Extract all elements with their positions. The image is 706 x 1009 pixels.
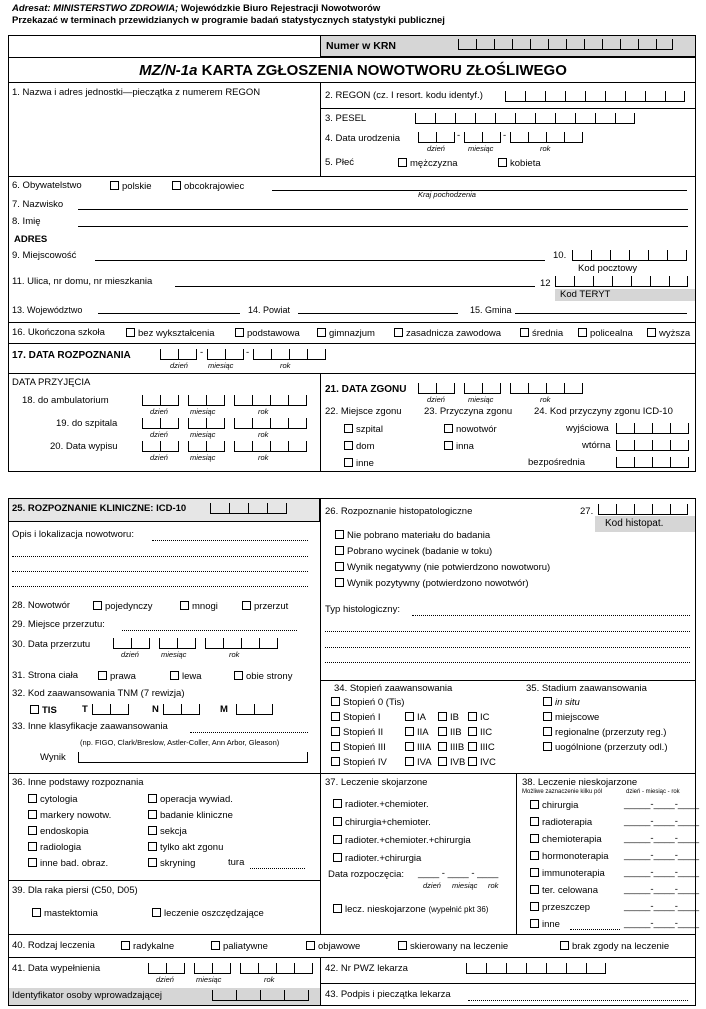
basis-imaging[interactable]: inne bad. obraz. bbox=[28, 858, 108, 870]
admission-heading: DATA PRZYJĘCIA bbox=[12, 377, 91, 388]
field-28-label: 28. Nowotwór bbox=[12, 600, 71, 611]
school-secondary[interactable]: średnia bbox=[520, 328, 563, 340]
stage-2[interactable]: Stopień II bbox=[331, 727, 383, 739]
month-caption: miesiąc bbox=[452, 881, 478, 890]
solo-immuno[interactable]: immunoterapia bbox=[530, 868, 605, 880]
field-8-label: 8. Imię bbox=[12, 216, 41, 227]
field-10-label: 10. bbox=[553, 250, 567, 261]
day-caption: dzień bbox=[427, 144, 445, 153]
screening-round-label: tura bbox=[228, 857, 245, 868]
stage-1[interactable]: Stopień I bbox=[331, 712, 381, 724]
combo-surg-ct[interactable]: chirurgia+chemioter. bbox=[333, 817, 431, 829]
birth-month[interactable] bbox=[464, 133, 501, 143]
field-43-label: 43. Podpis i pieczątka lekarza bbox=[325, 989, 451, 1000]
histo-cells[interactable] bbox=[598, 505, 688, 515]
stage-iva[interactable]: IVA bbox=[405, 757, 432, 769]
diag-month[interactable] bbox=[207, 350, 244, 360]
tnm-m-cells[interactable] bbox=[236, 705, 273, 715]
hosp-year[interactable] bbox=[234, 419, 307, 429]
month-caption: miesiąc bbox=[196, 975, 222, 984]
code-direct-cells[interactable] bbox=[616, 458, 689, 468]
regon-cells[interactable] bbox=[505, 92, 685, 102]
tnm-m-label: M bbox=[220, 704, 228, 715]
stage-0[interactable]: Stopień 0 (Tis) bbox=[331, 697, 404, 709]
school-primary[interactable]: podstawowa bbox=[235, 328, 300, 340]
year-caption: rok bbox=[258, 430, 269, 439]
combo-rt-ct-surg[interactable]: radioter.+chemioter.+chirurgia bbox=[333, 835, 471, 847]
stage-iiic[interactable]: IIIC bbox=[468, 742, 495, 754]
month-caption: miesiąc bbox=[161, 650, 187, 659]
krn-cells[interactable] bbox=[458, 40, 673, 50]
sex-male[interactable]: mężczyzna bbox=[398, 158, 458, 170]
school-none[interactable]: bez wykształcenia bbox=[126, 328, 215, 340]
field-11-label: 11. Ulica, nr domu, nr mieszkania bbox=[12, 276, 153, 287]
field-2-label: 2. REGON (cz. I resort. kodu identyf.) bbox=[325, 90, 483, 101]
day-caption: dzień bbox=[150, 430, 168, 439]
tnm-tis[interactable]: TIS bbox=[30, 705, 57, 717]
year-caption: rok bbox=[258, 407, 269, 416]
address-heading: ADRES bbox=[14, 234, 48, 245]
year-caption: rok bbox=[264, 975, 275, 984]
date-columns-note: dzień - miesiąc - rok bbox=[626, 789, 680, 795]
ident-label: Identyfikator osoby wprowadzającej bbox=[12, 990, 162, 1001]
field-9-label: 9. Miejscowość bbox=[12, 250, 77, 261]
day-caption: dzień bbox=[156, 975, 174, 984]
field-17-label: 17. DATA ROZPOZNANIA bbox=[12, 350, 131, 361]
country-caption: Kraj pochodzenia bbox=[418, 190, 476, 199]
field-35-label: 35. Stadium zaawansowania bbox=[526, 683, 647, 694]
year-caption: rok bbox=[540, 144, 551, 153]
fill-year[interactable] bbox=[240, 964, 313, 974]
citizenship-polish[interactable]: polskie bbox=[110, 181, 152, 193]
basis-surgery[interactable]: operacja wywiad. bbox=[148, 794, 233, 806]
basis-radiology[interactable]: radiologia bbox=[28, 842, 81, 854]
commune-cells[interactable] bbox=[515, 304, 687, 314]
solo-hormone[interactable]: hormonoterapia bbox=[530, 851, 609, 863]
basis-markers[interactable]: markery nowotw. bbox=[28, 810, 111, 822]
tnm-n-label: N bbox=[152, 704, 159, 715]
solo-targeted[interactable]: ter. celowana bbox=[530, 885, 598, 897]
side-left[interactable]: lewa bbox=[170, 671, 202, 683]
stage-ia[interactable]: IA bbox=[405, 712, 426, 724]
school-postsecondary[interactable]: policealna bbox=[578, 328, 633, 340]
deliver-line: Przekazać w terminach przewidzianych w programie badań statystycznych statystyki publicznej bbox=[12, 15, 445, 26]
sex-female[interactable]: kobieta bbox=[498, 158, 541, 170]
histo-negative[interactable]: Wynik negatywny (nie potwierdzono nowotworu) bbox=[335, 562, 550, 574]
day-caption: dzień bbox=[121, 650, 139, 659]
solo-date-5[interactable]: _____-____-____ bbox=[624, 867, 700, 878]
diag-day[interactable] bbox=[160, 350, 197, 360]
classification-note: (np. FIGO, Clark/Breslow, Astler-Coller, Ann Arbor, Gleason) bbox=[80, 738, 280, 747]
field-1-label: 1. Nazwa i adres jednostki—pieczątka z numerem REGON bbox=[12, 87, 261, 98]
basis-cytology[interactable]: cytologia bbox=[28, 794, 78, 806]
month-caption: miesiąc bbox=[190, 453, 216, 462]
field-12-label: 12 bbox=[540, 278, 551, 289]
field-13-label: 13. Województwo bbox=[12, 305, 83, 315]
histo-caption: Kod histopat. bbox=[605, 518, 664, 529]
hosp-month[interactable] bbox=[188, 419, 225, 429]
field-20-label: 20. Data wypisu bbox=[50, 441, 118, 452]
disch-month[interactable] bbox=[188, 442, 225, 452]
death-cause-cancer[interactable]: nowotwór bbox=[444, 424, 497, 436]
death-cause-other[interactable]: inna bbox=[444, 441, 474, 453]
meta-month[interactable] bbox=[159, 639, 196, 649]
tumor-single[interactable]: pojedynczy bbox=[93, 601, 153, 613]
tumor-multiple[interactable]: mnogi bbox=[180, 601, 218, 613]
field-32-label: 32. Kod zaawansowania TNM (7 rewizja) bbox=[12, 688, 185, 699]
field-33-label: 33. Inne klasyfikacje zaawansowania bbox=[12, 721, 168, 732]
day-caption: dzień bbox=[150, 407, 168, 416]
disch-day[interactable] bbox=[142, 442, 179, 452]
teryt-cells[interactable] bbox=[555, 277, 688, 287]
fill-month[interactable] bbox=[194, 964, 231, 974]
stage-ivb[interactable]: IVB bbox=[438, 757, 465, 769]
stage-iiia[interactable]: IIIA bbox=[405, 742, 431, 754]
form-page: Adresat: MINISTERSTWO ZDROWIA; Wojewódzkie Biuro Rejestracji Nowotworów Przekazać w terminach przewidzianych w programie badań statystycznych statystyki publicznej Numer w KRN MZ/N-1a KARTA ZGŁOSZENIA NOWOTWORU ZŁOŚLIWEGO 1. Nazwa i adres jednostki—pieczątka z numerem REGON 2. REGON (cz. I resort. kodu identyf.) 3. PESEL 4. Data urodzenia - - dzień miesiąc rok 5. Płeć mężczyzna kobieta 6. Obywatelstwo polskie obcokrajowiec Kraj pochodzenia 7. Nazwisko 8. Imię ADRES 9. Miejscowość 10. Kod pocztowy 11. Ulica, nr domu, nr mieszkania 12 Kod TERYT 13. Województwo 14. Powiat 15. Gmina 16. Ukończona szkoła bez wykształcenia podstawowa gimnazjum zasadnicza zawodowa średnia policealna wyższa 17. DATA ROZPOZNANIA - - dzień miesiąc rok DATA PRZYJĘCIA 18. do ambulatorium 19. do szpitala 20. Data wypisu dzień miesiąc rok dzień miesiąc rok dzień miesiąc rok 21. DATA ZGONU dzień miesiąc rok 22. Miejsce zgonu 23. Przyczyna zgonu 24. Kod przyczyny zgonu ICD-10 szpital dom inne nowotwór inna wyjściowa wtórna bezpośrednia 25. ROZPOZNANIE KLINICZNE: ICD-10 Opis i lokalizacja nowotworu: 26. Rozpoznanie histopatologiczne 27. Kod histopat. Nie pobrano materiału do badania Pobrano wycinek (badanie w toku) Wynik negatywny (nie potwierdzono nowotworu) Wynik pozytywny (potwierdzono nowotwór) Typ histologiczny: 28. Nowotwór pojedynczy mnogi przerzut 29. Miejsce przerzutu: 30. Data przerzutu dzień miesiąc rok 31. Strona ciała prawa lewa obie strony 32. Kod zaawansowania TNM (7 rewizja) TIS T N M 33. Inne klasyfikacje zaawansowania (np. FIGO, Clark/Breslow, Astler-Coller, Ann Arbor, Gleason) Wynik 34. Stopień zaawansowania 35. Stadium zaawansowania Stopień 0 (Tis) Stopień I Stopień II Stopień III Stopień IV IA IB IC IIA IIB IIC IIIA IIIB IIIC IVA IVB IVC in situ miejscowe regionalne (przerzuty reg.) uogólnione (przerzuty odl.) 36. Inne podstawy rozpoznania cytologia markery nowotw. endoskopia radiologia inne bad. obraz. operacja wywiad. badanie kliniczne sekcja tylko akt zgonu skryning tura 39. Dla raka piersi (C50, D05) mastektomia leczenie oszczędzające 37. Leczenie skojarzone radioter.+chemioter. chirurgia+chemioter. radioter.+chemioter.+chirurgia radioter.+chirurgia Data rozpoczęcia: ____ - ____ - ____ dzień miesiąc rok lecz. nieskojarzone (wypełnić pkt 36) 38. Leczenie nieskojarzone Możliwe zaznaczenie kilku pól dzień - miesiąc - rok chirurgia radioterapia chemioterapia hormonoterapia immunoterapia ter. celowana przeszczep inne _____-____-____ _____-____-____ _____-____-____ _____-____-____ _____-____-____ _____-____-____ _____-____-____ _____-____-____ 40. Rodzaj leczenia radykalne paliatywne objawowe skierowany na leczenie brak zgody na leczenie 41. Data wypełnienia dzień miesiąc rok Identyfikator osoby wprowadzającej 42. Nr PWZ lekarza 43. Podpis i pieczątka lekarza bbox=[0, 0, 706, 1009]
field-7-label: 7. Nazwisko bbox=[12, 199, 64, 210]
street-cells[interactable] bbox=[175, 277, 535, 287]
field-16-label: 16. Ukończona szkoła bbox=[12, 327, 105, 338]
day-caption: dzień bbox=[427, 395, 445, 404]
stage-iib[interactable]: IIB bbox=[438, 727, 462, 739]
year-caption: rok bbox=[280, 361, 291, 370]
solo-date-6[interactable]: _____-____-____ bbox=[624, 884, 700, 895]
field-38-label: 38. Leczenie nieskojarzone bbox=[522, 777, 638, 788]
death-month[interactable] bbox=[464, 384, 501, 394]
address-line: Adresat: MINISTERSTWO ZDROWIA; Wojewódzkie Biuro Rejestracji Nowotworów bbox=[12, 3, 381, 14]
combo-rt-surg[interactable]: radioter.+chirurgia bbox=[333, 853, 421, 865]
field-19-label: 19. do szpitala bbox=[56, 418, 118, 429]
field-14-label: 14. Powiat bbox=[248, 305, 291, 315]
solo-transplant[interactable]: przeszczep bbox=[530, 902, 590, 914]
stage-ib[interactable]: IB bbox=[438, 712, 459, 724]
solo-chemotherapy[interactable]: chemioterapia bbox=[530, 834, 602, 846]
field-31-label: 31. Strona ciała bbox=[12, 670, 79, 681]
side-both[interactable]: obie strony bbox=[234, 671, 292, 683]
death-year[interactable] bbox=[510, 384, 583, 394]
field-4-label: 4. Data urodzenia bbox=[325, 133, 400, 144]
solo-date-1[interactable]: _____-____-____ bbox=[624, 799, 700, 810]
solo-date-7[interactable]: _____-____-____ bbox=[624, 901, 700, 912]
solo-date-8[interactable]: _____-____-____ bbox=[624, 918, 700, 929]
death-place-other[interactable]: inne bbox=[344, 458, 374, 470]
field-24-label: 24. Kod przyczyny zgonu ICD-10 bbox=[534, 406, 673, 417]
voivodeship-cells[interactable] bbox=[98, 304, 240, 314]
stadium-distant[interactable]: uogólnione (przerzuty odl.) bbox=[543, 742, 667, 754]
disch-year[interactable] bbox=[234, 442, 307, 452]
year-caption: rok bbox=[258, 453, 269, 462]
tnm-t-label: T bbox=[82, 704, 88, 715]
histo-not-taken[interactable]: Nie pobrano materiału do badania bbox=[335, 530, 490, 542]
code-direct-label: bezpośrednia bbox=[528, 457, 586, 468]
name-cells[interactable] bbox=[78, 217, 688, 227]
amb-month[interactable] bbox=[188, 396, 225, 406]
field-21-label: 21. DATA ZGONU bbox=[325, 384, 407, 395]
month-caption: miesiąc bbox=[190, 407, 216, 416]
stage-ivc[interactable]: IVC bbox=[468, 757, 496, 769]
tnm-n-cells[interactable] bbox=[163, 705, 200, 715]
year-caption: rok bbox=[229, 650, 240, 659]
field-29-label: 29. Miejsce przerzutu: bbox=[12, 619, 105, 630]
solo-date-4[interactable]: _____-____-____ bbox=[624, 850, 700, 861]
day-caption: dzień bbox=[170, 361, 188, 370]
field-3-label: 3. PESEL bbox=[325, 113, 367, 124]
postal-cells[interactable] bbox=[572, 251, 687, 261]
school-higher[interactable]: wyższa bbox=[647, 328, 690, 340]
solo-radiotherapy[interactable]: radioterapia bbox=[530, 817, 592, 829]
code-secondary-label: wtórna bbox=[582, 440, 611, 451]
field-34-label: 34. Stopień zaawansowania bbox=[334, 683, 453, 694]
tumor-metastasis[interactable]: przerzut bbox=[242, 601, 288, 613]
krn-label: Numer w KRN bbox=[326, 40, 397, 52]
basis-death-cert[interactable]: tylko akt zgonu bbox=[148, 842, 223, 854]
treat-refused[interactable]: brak zgody na leczenie bbox=[560, 941, 669, 953]
stage-iiib[interactable]: IIIB bbox=[438, 742, 464, 754]
citizenship-foreign[interactable]: obcokrajowiec bbox=[172, 181, 244, 193]
tnm-t-cells[interactable] bbox=[92, 705, 129, 715]
death-place-hospital[interactable]: szpital bbox=[344, 424, 383, 436]
year-caption: rok bbox=[488, 881, 499, 890]
meta-year[interactable] bbox=[205, 639, 278, 649]
field-25-label: 25. ROZPOZNANIE KLINICZNE: ICD-10 bbox=[12, 503, 187, 514]
meta-day[interactable] bbox=[113, 639, 150, 649]
day-caption: dzień bbox=[150, 453, 168, 462]
stadium-in-situ[interactable]: in situ bbox=[543, 697, 580, 709]
stage-ic[interactable]: IC bbox=[468, 712, 490, 724]
multi-note: Możliwe zaznaczenie kilku pól bbox=[522, 789, 603, 795]
stage-3[interactable]: Stopień III bbox=[331, 742, 386, 754]
field-41-label: 41. Data wypełnienia bbox=[12, 963, 101, 974]
code-initial-cells[interactable] bbox=[616, 424, 689, 434]
histo-positive[interactable]: Wynik pozytywny (potwierdzono nowotwór) bbox=[335, 578, 529, 590]
solo-surgery[interactable]: chirurgia bbox=[530, 800, 578, 812]
field-30-label: 30. Data przerzutu bbox=[12, 639, 91, 650]
field-5-label: 5. Płeć bbox=[325, 157, 355, 168]
stage-4[interactable]: Stopień IV bbox=[331, 757, 387, 769]
death-day[interactable] bbox=[418, 384, 455, 394]
month-caption: miesiąc bbox=[208, 361, 234, 370]
field-40-label: 40. Rodzaj leczenia bbox=[12, 940, 95, 951]
combo-non[interactable]: lecz. nieskojarzone (wypełnić pkt 36) bbox=[333, 904, 488, 916]
treat-radical[interactable]: radykalne bbox=[121, 941, 174, 953]
description-label: Opis i lokalizacja nowotworu: bbox=[12, 529, 134, 540]
diag-year[interactable] bbox=[253, 350, 326, 360]
field-6-label: 6. Obywatelstwo bbox=[12, 180, 82, 191]
result-cells[interactable] bbox=[78, 753, 308, 763]
birth-day[interactable] bbox=[418, 133, 455, 143]
hosp-day[interactable] bbox=[142, 419, 179, 429]
amb-day[interactable] bbox=[142, 396, 179, 406]
treat-palliative[interactable]: paliatywne bbox=[211, 941, 268, 953]
icd-cells[interactable] bbox=[210, 504, 287, 514]
side-right[interactable]: prawa bbox=[98, 671, 136, 683]
field-36-label: 36. Inne podstawy rozpoznania bbox=[12, 777, 144, 788]
solo-date-2[interactable]: _____-____-____ bbox=[624, 816, 700, 827]
result-label: Wynik bbox=[40, 752, 66, 763]
school-gymnasium[interactable]: gimnazjum bbox=[317, 328, 375, 340]
page-title: MZ/N-1a KARTA ZGŁOSZENIA NOWOTWORU ZŁOŚLIWEGO bbox=[139, 62, 567, 79]
field-42-label: 42. Nr PWZ lekarza bbox=[325, 963, 408, 974]
histo-type-label: Typ histologiczny: bbox=[325, 604, 400, 615]
basis-screening[interactable]: skryning bbox=[148, 858, 195, 870]
field-39-label: 39. Dla raka piersi (C50, D05) bbox=[12, 885, 138, 896]
stage-iic[interactable]: IIC bbox=[468, 727, 492, 739]
stage-iia[interactable]: IIA bbox=[405, 727, 429, 739]
month-caption: miesiąc bbox=[468, 395, 494, 404]
stadium-regional[interactable]: regionalne (przerzuty reg.) bbox=[543, 727, 666, 739]
field-18-label: 18. do ambulatorium bbox=[22, 395, 109, 406]
field-26-label: 26. Rozpoznanie histopatologiczne bbox=[325, 506, 473, 517]
breast-conserving[interactable]: leczenie oszczędzające bbox=[152, 908, 264, 920]
basis-endoscopy[interactable]: endoskopia bbox=[28, 826, 89, 838]
field-15-label: 15. Gmina bbox=[470, 305, 512, 315]
basis-autopsy[interactable]: sekcja bbox=[148, 826, 187, 838]
death-place-home[interactable]: dom bbox=[344, 441, 374, 453]
fill-day[interactable] bbox=[148, 964, 185, 974]
pwz-cells[interactable] bbox=[466, 964, 606, 974]
breast-mastectomy[interactable]: mastektomia bbox=[32, 908, 98, 920]
ident-cells[interactable] bbox=[212, 991, 309, 1001]
surname-cells[interactable] bbox=[78, 200, 688, 210]
combo-rt-ct[interactable]: radioter.+chemioter. bbox=[333, 799, 429, 811]
code-initial-label: wyjściowa bbox=[566, 423, 609, 434]
field-27-label: 27. bbox=[580, 506, 594, 517]
solo-other[interactable]: inne bbox=[530, 919, 560, 931]
birth-year[interactable] bbox=[510, 133, 583, 143]
field-23-label: 23. Przyczyna zgonu bbox=[424, 406, 513, 417]
month-caption: miesiąc bbox=[190, 430, 216, 439]
pesel-cells[interactable] bbox=[415, 114, 635, 124]
treat-symptomatic[interactable]: objawowe bbox=[306, 941, 360, 953]
teryt-caption: Kod TERYT bbox=[560, 289, 611, 300]
county-cells[interactable] bbox=[298, 304, 458, 314]
year-caption: rok bbox=[540, 395, 551, 404]
month-caption: miesiąc bbox=[468, 144, 494, 153]
postal-caption: Kod pocztowy bbox=[578, 263, 638, 274]
day-caption: dzień bbox=[423, 881, 441, 890]
country-cells[interactable] bbox=[272, 181, 687, 191]
code-secondary-cells[interactable] bbox=[616, 441, 689, 451]
histo-biopsy[interactable]: Pobrano wycinek (badanie w toku) bbox=[335, 546, 492, 558]
stadium-local[interactable]: miejscowe bbox=[543, 712, 599, 724]
start-date-label: Data rozpoczęcia: bbox=[328, 869, 405, 880]
field-37-label: 37. Leczenie skojarzone bbox=[325, 777, 428, 788]
solo-date-3[interactable]: _____-____-____ bbox=[624, 833, 700, 844]
treat-referred[interactable]: skierowany na leczenie bbox=[398, 941, 508, 953]
school-vocational[interactable]: zasadnicza zawodowa bbox=[394, 328, 501, 340]
field-22-label: 22. Miejsce zgonu bbox=[325, 406, 402, 417]
amb-year[interactable] bbox=[234, 396, 307, 406]
start-date-blanks[interactable]: ____ - ____ - ____ bbox=[418, 868, 499, 879]
city-cells[interactable] bbox=[95, 251, 545, 261]
basis-clinical[interactable]: badanie kliniczne bbox=[148, 810, 233, 822]
